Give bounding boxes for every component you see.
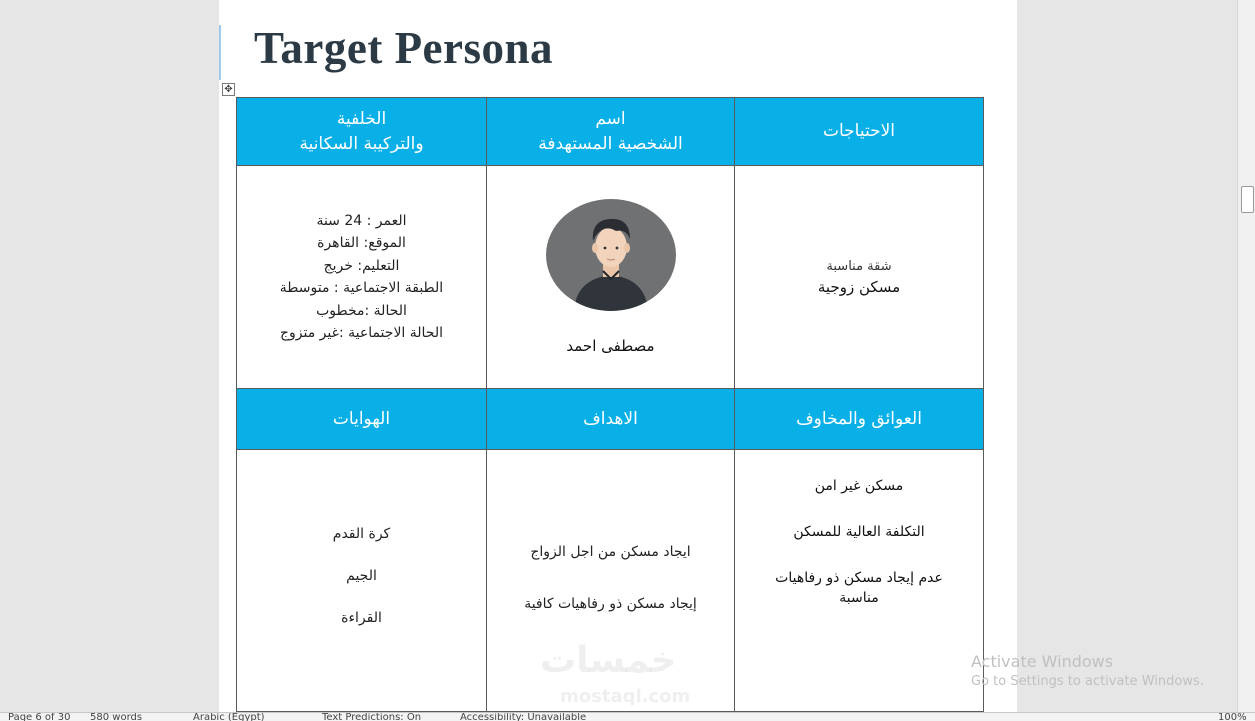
- activate-windows-notice: [971, 652, 1204, 689]
- activate-subtitle: Go to Settings to activate Windows.: [971, 674, 1204, 689]
- person-avatar-icon: [546, 199, 676, 311]
- header-needs[interactable]: [735, 98, 984, 166]
- hobbies-cell[interactable]: [237, 450, 487, 712]
- hobby-item: القراءة: [341, 610, 382, 626]
- table-header-row: [237, 98, 984, 166]
- hobby-item: كرة القدم: [332, 526, 391, 542]
- header-hobbies-label: الهوايات: [332, 408, 391, 429]
- scrollbar-thumb[interactable]: [1241, 186, 1254, 213]
- status-page[interactable]: Page 6 of 30: [8, 712, 71, 721]
- status-accessibility[interactable]: Accessibility: Unavailable: [460, 712, 587, 721]
- goal-item: ايجاد مسكن من اجل الزواج: [530, 544, 691, 560]
- text-cursor-marker: [219, 25, 221, 80]
- obstacle-item: عدم إيجاد مسكن ذو رفاهيات: [775, 570, 943, 586]
- page-title: Target Persona: [254, 23, 554, 73]
- hobby-item: الجيم: [346, 568, 377, 584]
- background-marital: الحالة الاجتماعية :غير متزوج: [279, 325, 443, 341]
- background-details: [237, 210, 486, 345]
- needs-cell[interactable]: [735, 166, 984, 389]
- persona-name: مصطفى احمد: [566, 337, 655, 355]
- persona-cell[interactable]: [487, 166, 735, 389]
- status-words[interactable]: 580 words: [90, 712, 143, 721]
- header-obstacles-label: العوائق والمخاوف: [796, 408, 922, 429]
- background-class: الطبقة الاجتماعية : متوسطة: [279, 280, 444, 296]
- header-needs-label: الاحتياجات: [822, 121, 896, 141]
- header-obstacles[interactable]: [735, 389, 984, 450]
- needs-line2: مسكن زوجية: [817, 277, 901, 296]
- obstacle-item-continued: مناسبة: [839, 590, 879, 606]
- obstacle-item: مسكن غير امن: [814, 478, 904, 494]
- header-hobbies[interactable]: [237, 389, 487, 450]
- status-predictions[interactable]: Text Predictions: On: [322, 712, 422, 721]
- header-persona-name[interactable]: [487, 98, 735, 166]
- move-handle-icon[interactable]: ✥: [222, 83, 235, 96]
- header-goals[interactable]: [487, 389, 735, 450]
- status-zoom[interactable]: 100%: [1218, 712, 1247, 721]
- background-age: العمر : 24 سنة: [316, 212, 407, 229]
- goal-item: إيجاد مسكن ذو رفاهيات كافية: [524, 596, 697, 612]
- header-name-line2: الشخصية المستهدفة: [538, 133, 683, 154]
- needs-line1: شقة مناسبة: [826, 258, 892, 274]
- header-goals-label: الاهداف: [583, 408, 638, 429]
- table-row: [237, 166, 984, 389]
- watermark-site: mostaql.com: [560, 686, 691, 707]
- background-status: الحالة :مخطوب: [316, 302, 407, 319]
- activate-title: Activate Windows: [971, 652, 1114, 671]
- header-background-line2: والتركيبة السكانية: [299, 133, 424, 154]
- header-name-line1: اسم: [595, 108, 626, 129]
- background-location: الموقع: القاهرة: [317, 235, 406, 251]
- background-cell[interactable]: [237, 166, 487, 389]
- header-background[interactable]: [237, 98, 487, 166]
- vertical-scrollbar[interactable]: [1237, 0, 1255, 712]
- obstacle-item: التكلفة العالية للمسكن: [793, 524, 925, 540]
- document-page[interactable]: [219, 0, 1017, 712]
- obstacles-cell[interactable]: [735, 450, 984, 712]
- header-background-line1: الخلفية: [336, 108, 387, 129]
- table-header-row: [237, 389, 984, 450]
- persona-table: [236, 97, 984, 712]
- watermark-logo: خمسات: [540, 640, 677, 681]
- status-language[interactable]: Arabic (Egypt): [193, 712, 265, 721]
- background-education: التعليم: خريج: [323, 257, 400, 274]
